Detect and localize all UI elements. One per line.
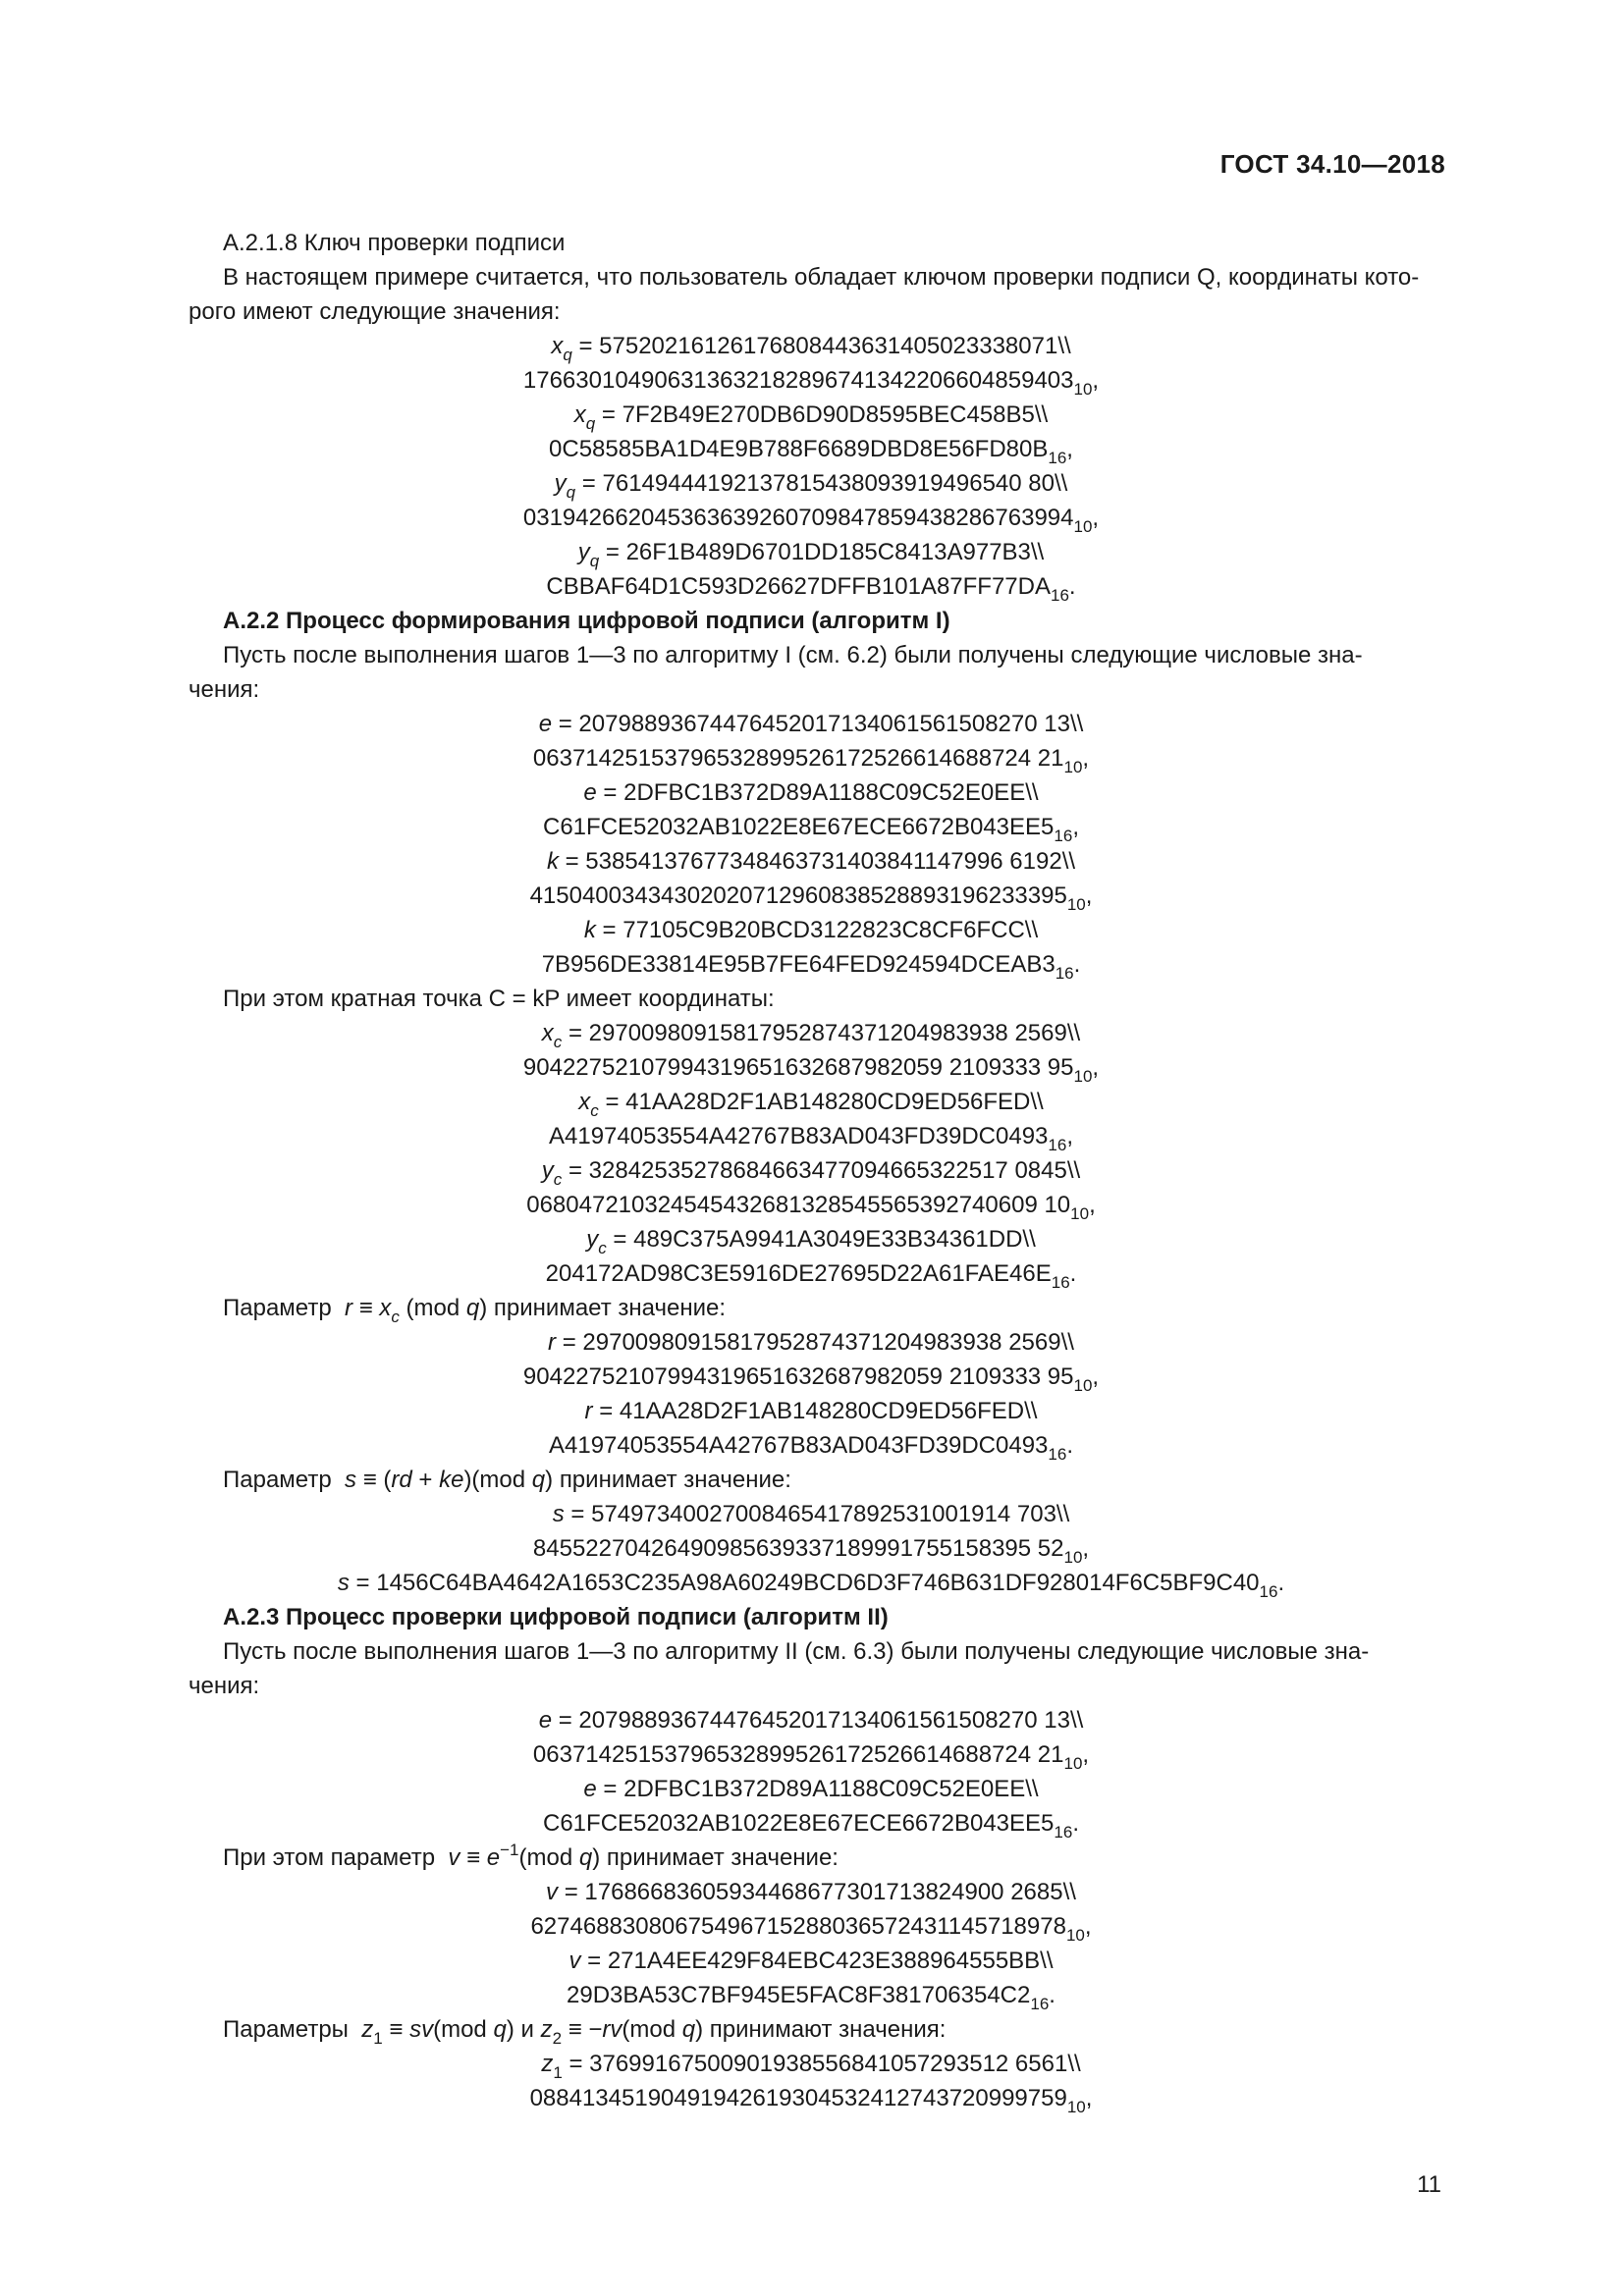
formula-line: $7B956DE33814E95B7FE64FED924594DCEAB3_{16}$. bbox=[541, 951, 1081, 983]
formula-line: $y_q = 76149444192137815438093919496540$ 80\\ bbox=[554, 470, 1068, 502]
formula-line: 06371425153796532899526172526614688724 $21_{10}$, bbox=[532, 745, 1090, 776]
formula-line: e = 2DFBC1B372D89A1188C09C52E0EE\\ bbox=[583, 1776, 1039, 1802]
formula-line: $y_q$ = 26F1B489D6701DD185C8413A977B3\\ bbox=[577, 539, 1045, 570]
formula-line: $08841345190491942619304532412743720999759_{10}$, bbox=[529, 2085, 1093, 2116]
formula-line: $176630104906313632182896741342206604859403_{10}$, bbox=[522, 367, 1100, 399]
paragraph-text: При этом кратная точка C = kP имеет координаты: bbox=[223, 986, 775, 1012]
page-number: 11 bbox=[1417, 2171, 1441, 2198]
formula-line: v = 271A4EE429F84EBC423E388964555BB\\ bbox=[568, 1948, 1054, 1974]
section-heading-a218: А.2.1.8 Ключ проверки подписи bbox=[223, 230, 566, 256]
paragraph-text: Пусть после выполнения шагов 1—3 по алгоритму I (см. 6.2) были получены следующие числовые зна- bbox=[223, 642, 1363, 668]
paragraph-text: Параметр s ≡ (rd + ke)(mod q) принимает значение: bbox=[223, 1467, 791, 1493]
formula-line: $62746883080675496715288036572431145718978_{10}$, bbox=[530, 1913, 1092, 1945]
formula-line: $A41974053554A42767B83AD043FD39DC0493_{16}$. bbox=[549, 1432, 1073, 1464]
formula-line: $y_c = 32842535278684663477094665322517$ 0845\\ bbox=[541, 1157, 1081, 1189]
paragraph-text: Пусть после выполнения шагов 1—3 по алгоритму II (см. 6.3) были получены следующие числовые зна- bbox=[223, 1638, 1370, 1665]
formula-line: $29D3BA53C7BF945E5FAC8F381706354C2_{16}$. bbox=[567, 1982, 1056, 2013]
formula-line: 84552270426490985639337189991755158395 $52_{10}$, bbox=[532, 1535, 1090, 1567]
formula-line: $x_c$ = 41AA28D2F1AB148280CD9ED56FED\\ bbox=[578, 1089, 1044, 1120]
paragraph-text: Параметры $z_1 \equiv sv(mod$ q) и $z_2 \equiv -rv(mod$ q) принимают значения: bbox=[223, 2016, 947, 2048]
formula-line: $y_c$ = 489C375A9941A3049E33B34361DD\\ bbox=[586, 1226, 1036, 1257]
formula-line: k = 53854137677348463731403841147996 6192\\ bbox=[546, 848, 1076, 875]
formula-line: $A41974053554A42767B83AD043FD39DC0493_{16}$, bbox=[549, 1123, 1073, 1154]
paragraph-text: рого имеют следующие значения: bbox=[189, 298, 561, 325]
formula-line: $41504003434302020712960838528893196233395_{10}$, bbox=[529, 882, 1093, 914]
formula-line: 06371425153796532899526172526614688724 $21_{10}$, bbox=[532, 1741, 1090, 1773]
paragraph-text: чения: bbox=[189, 676, 260, 703]
formula-line: $C61FCE52032AB1022E8E67ECE6672B043EE5_{16}$, bbox=[543, 814, 1079, 845]
formula-line: e = 2DFBC1B372D89A1188C09C52E0EE\\ bbox=[583, 779, 1039, 806]
formula-line: k = 77105C9B20BCD3122823C8CF6FCC\\ bbox=[583, 917, 1039, 943]
formula-line: 90422752107994319651632687982059 2109333 $95_{10}$, bbox=[522, 1363, 1100, 1395]
formula-line: e = 20798893674476452017134061561508270 13\\ bbox=[538, 1707, 1084, 1734]
formula-line: $C61FCE52032AB1022E8E67ECE6672B043EE5_{16}$. bbox=[543, 1810, 1079, 1842]
formula-line: $x_q$ = 57520216126176808443631405023338071\\ bbox=[551, 333, 1071, 364]
formula-line: $z_1 = 37699167500901938556841057293512$ 6561\\ bbox=[541, 2051, 1081, 2082]
formula-line: v = 17686683605934468677301713824900 2685\\ bbox=[546, 1879, 1076, 1905]
formula-line: $CBBAF64D1C593D26627DFFB101A87FF77DA_{16}$. bbox=[546, 573, 1076, 605]
formula-line: r = 29700980915817952874371204983938 2569\\ bbox=[548, 1329, 1074, 1356]
formula-line: 068047210324545432681328545565392740609 $10_{10}$, bbox=[526, 1192, 1096, 1223]
paragraph-text: При этом параметр $v \equiv e^{-1}(mod$ q) принимает значение: bbox=[223, 1841, 839, 1871]
formula-line: $0C58585BA1D4E9B788F6689DBD8E56FD80B_{16}$, bbox=[549, 436, 1073, 467]
formula-line: $x_q$ = 7F2B49E270DB6D90D8595BEC458B5\\ bbox=[573, 401, 1049, 433]
formula-line: $204172AD98C3E5916DE27695D22A61FAE46E_{16}$. bbox=[545, 1260, 1077, 1292]
paragraph-text: чения: bbox=[189, 1673, 260, 1699]
formula-line: s = 57497340027008465417892531001914 703\\ bbox=[552, 1501, 1070, 1527]
section-heading-a22: А.2.2 Процесс формирования цифровой подписи (алгоритм I) bbox=[223, 608, 950, 634]
formula-line: e = 20798893674476452017134061561508270 13\\ bbox=[538, 711, 1084, 737]
formula-line: r = 41AA28D2F1AB148280CD9ED56FED\\ bbox=[584, 1398, 1038, 1424]
formula-line: 90422752107994319651632687982059 2109333 $95_{10}$, bbox=[522, 1054, 1100, 1086]
formula-line: $031942662045363639260709847859438286763994_{10}$, bbox=[522, 505, 1100, 536]
section-heading-a23: А.2.3 Процесс проверки цифровой подписи (алгоритм II) bbox=[223, 1604, 889, 1630]
page-content bbox=[189, 226, 1434, 2115]
formula-line: $s = 1456C64BA4642A1653C235A98A60249BCD6D3F746B631DF928014F6C5BF9C40_{16}$. bbox=[337, 1570, 1285, 1601]
paragraph-text: Параметр $r \equiv x_c$ (mod q) принимает значение: bbox=[223, 1295, 726, 1326]
formula-line: $x_c = 29700980915817952874371204983938$ 2569\\ bbox=[541, 1020, 1081, 1051]
paragraph-text: В настоящем примере считается, что пользователь обладает ключом проверки подписи Q, координаты кото- bbox=[223, 264, 1420, 291]
document-header: ГОСТ 34.10—2018 bbox=[1219, 149, 1445, 179]
